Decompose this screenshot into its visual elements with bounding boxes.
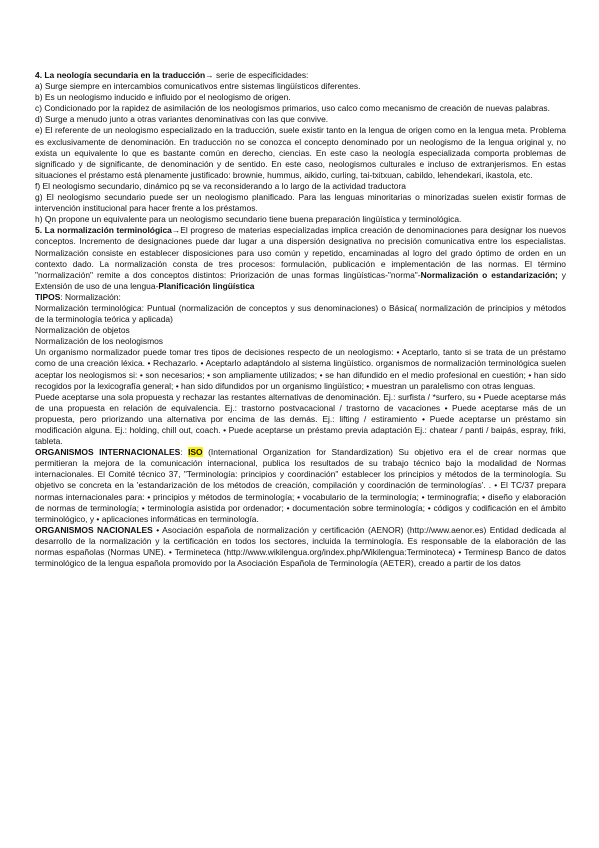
tipos-text: : Normalización: <box>60 291 121 302</box>
internacionales-text: (International Organization for Standardization) Su objetivo era el de crear normas que permitieran la mejora de la comunicación internacional, publica los resultados de su trabajo técnico bajo la modalidad de Normas internacionales. El Comité técnico 37, "Terminología: principios y coordinación" establecer los principios y métodos de la terminología. Su objetivo se concreta en la 'estandarización de los métodos de creación, compilación y coordinación de terminologías'. . • El TC/37 prepara normas internacionales para: • principios y métodos de terminología; • vocabulario de la terminología; • terminografía; • diseño y elaboración de normas de terminología; • terminología asistida por ordenador; • documentación sobre terminología; • códigos y codificación en el ámbito terminológico, y • aplicaciones informáticas en terminología. <box>35 447 566 524</box>
item-b: b) Es un neologismo inducido e influido por el neologismo de origen. <box>35 92 291 103</box>
item-g: g) El neologismo secundario puede ser un neologismo planificado. Para las lenguas minoritarias o minorizadas suelen existir formas de intervención institucional para hacer frente a los préstamos. <box>35 192 566 214</box>
internacionales-paragraph <box>35 447 566 525</box>
tipos-line <box>35 292 566 303</box>
item-d: d) Surge a menudo junto a otras variantes denominativas con las que convive. <box>35 114 329 125</box>
tipos-label: TIPOS <box>35 291 61 302</box>
section4-heading: 4. La neología secundaria en la traducción→ <box>35 70 214 80</box>
organismo-paragraph-1: Un organismo normalizador puede tomar tres tipos de decisiones respecto de un neologismo: • Aceptarlo, tanto si se trata de un préstamo como de una creación léxica. • Rechazarlo. • Aceptarlo adaptándolo al sistema lingüístico. organismos de normalización terminológica suelen aceptar los neologismos si: • son necesarios; • son ampliamente utilizados; • se han difundido en el medio profesional en cuestión; • han sido recogidos por la lexicografía general; • han sido difundidos por un organismo lingüístico; • muestran un paralelismo con otras lenguas. <box>35 347 566 391</box>
section5-bold1: Normalización o estandarización; <box>420 269 558 280</box>
nacionales-label: ORGANISMOS NACIONALES <box>35 524 153 535</box>
item-e: e) El referente de un neologismo especializado en la traducción, suele existir tanto en la lengua de origen como en la lengua meta. Problema es exclusivamente de denominación. En traducción no se conozca el concepto denominado por un neologismo de la lengua original y, no exista un equivalente lo que es bastante común en derecho, ciencias. En este caso la neología especializada comporta problemas de significado y de significante, de denominación y de sentido. En este caso, neologismos culturales e incluso de extranjerismos. En estas situaciones el préstamo está plenamente justificado: brownie, hummus, aikido, curling, tai-txitxuan, cabildo, lehendekari, ikastola, etc. <box>35 125 566 180</box>
tipos-line2: Normalización de objetos <box>35 325 130 336</box>
section5-bold2: Planificación lingüística <box>158 280 255 291</box>
item-f: f) El neologismo secundario, dinámico pq se va reconsiderando a lo largo de la actividad traductora <box>35 180 406 191</box>
nacionales-paragraph <box>35 525 566 569</box>
item-a: a) Surge siempre en intercambios comunicativos entre sistemas lingüísticos diferentes. <box>35 81 361 92</box>
nacionales-text: • Asociación española de normalización y certificación (AENOR) (http://www.aenor.es) Entidad dedicada al desarrollo de la normalización y la certificación en todos los sectores, incluida la terminología. Es responsable de la elaboración de las normas españolas (Normas UNE). • Termineteca (http://www.wikilengua.org/index.php/Wikilengua:Terminoteca) • Terminesp Banco de datos terminológico de la lengua española promovido por la Asociación Española de Terminología (AETER), creado a partir de los datos <box>35 524 566 569</box>
section4-heading-rest: serie de especificidades: <box>213 70 309 80</box>
item-c: c) Condicionado por la rapidez de asimilación de los neologismos primarios, uso calco como mecanismo de creación de nuevas palabras. <box>35 103 550 114</box>
item-h: h) Qn propone un equivalente para un neologismo secundario tiene buena preparación lingüística y terminológica. <box>35 214 462 225</box>
section4-heading-line <box>35 70 566 81</box>
organismo-paragraph-2: Puede aceptarse una sola propuesta y rechazar las restantes alternativas de denominación. Ej.: surfista / *surfero, su • Puede aceptarse más de una propuesta en relación de equivalencia. Ej.: trastorno postvacacional / trastorno de vacaciones • Puede aceptarse más de un propuesta, pero priorizando una alternativa por encima de las demás. Ej.: lifting / estiramiento • Puede aceptarse un préstamo sin modificación alguna. Ej.: holding, chill out, coach. • Puede aceptarse un préstamo previa adaptación Ej.: chatear / panti / baipás, espray, friki, tableta. <box>35 391 566 447</box>
document-page <box>35 70 566 569</box>
section5-paragraph <box>35 225 566 292</box>
internacionales-label: ORGANISMOS INTERNACIONALES <box>35 447 181 458</box>
section5-heading: 5. La normalización terminológica→ <box>35 225 181 236</box>
iso-highlight: ISO <box>188 447 203 458</box>
tipos-line1: Normalización terminológica: Puntual (normalización de conceptos y sus denominaciones) o Básica( normalización de principios y métodos de la terminología teórica y aplicada) <box>35 302 566 325</box>
internacionales-sep: : <box>180 447 189 458</box>
section5-text1: El progreso de materias especializadas implica creación de denominaciones para designar los nuevos conceptos. Incremento de designaciones puede dar lugar a una dispersión designativa no precisión comunicativa entre los especialistas. Normalización consiste en establecer disposiciones para uso común y repetido, encaminadas al logro del grado óptimo de orden en un contexto dado. La normalización consta de tres procesos: formulación, publicación e implementación de las normas. El término "normalización" remite a dos conceptos distintos: Priorización de unas formas lingüísticas-"norma"- <box>35 225 567 280</box>
section5-text2: y Extensión de uso de una lengua- <box>35 269 567 291</box>
tipos-line3: Normalización de los neologismos <box>35 336 164 347</box>
